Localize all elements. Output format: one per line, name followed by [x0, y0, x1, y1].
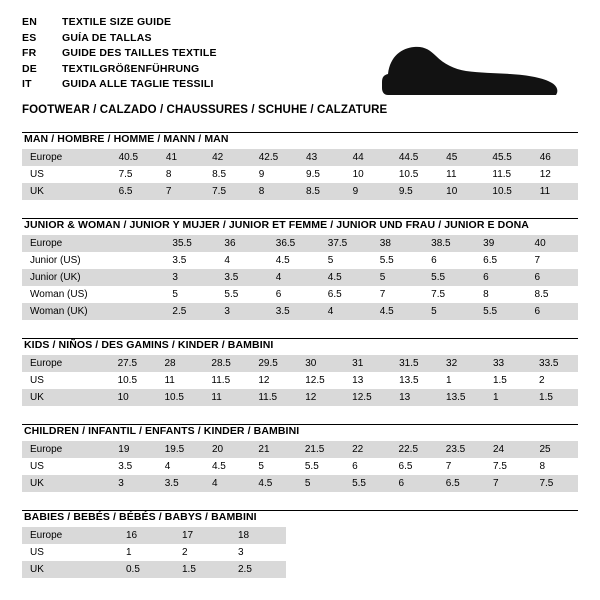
size-cell: 7: [438, 458, 485, 475]
row-label: Europe: [22, 149, 111, 166]
size-cell: 8: [475, 286, 526, 303]
table-row: [22, 475, 578, 492]
language-title-rows: [22, 16, 217, 94]
row-label: UK: [22, 183, 111, 200]
row-label: Europe: [22, 235, 115, 252]
size-cell: 4.5: [320, 269, 372, 286]
size-cell: 1: [485, 389, 531, 406]
size-cell: 2: [174, 544, 230, 561]
language-code: IT: [22, 78, 32, 90]
size-cell: 28.5: [203, 355, 250, 372]
size-cell: 33.5: [531, 355, 578, 372]
size-cell: 1.5: [174, 561, 230, 578]
language-code: EN: [22, 16, 37, 28]
table-row: [22, 389, 578, 406]
size-cell: [115, 252, 165, 269]
size-cell: 10: [438, 183, 484, 200]
size-table: [22, 149, 578, 200]
size-cell: 1.5: [485, 372, 531, 389]
row-label: US: [22, 544, 118, 561]
group-title: MAN / HOMBRE / HOMME / MANN / MAN: [24, 133, 229, 145]
size-cell: [115, 235, 165, 252]
size-cell: 9: [251, 166, 298, 183]
size-cell: 7.5: [485, 458, 531, 475]
size-cell: 6: [527, 303, 578, 320]
language-row: [22, 32, 217, 48]
size-cell: 3.5: [164, 252, 216, 269]
size-table: [22, 355, 578, 406]
size-cell: 6: [268, 286, 320, 303]
size-cell: 2: [531, 372, 578, 389]
row-label: Europe: [22, 527, 118, 544]
size-cell: 19: [110, 441, 156, 458]
size-cell: 5: [250, 458, 296, 475]
header: [22, 16, 578, 114]
language-code: ES: [22, 31, 37, 44]
group-title: BABIES / BEBÉS / BÉBÉS / BABYS / BAMBINI: [24, 511, 257, 523]
size-cell: 5.5: [423, 269, 475, 286]
size-group: [22, 218, 578, 320]
size-cell: 4.5: [268, 252, 320, 269]
size-cell: 7: [158, 183, 204, 200]
size-cell: 46: [532, 149, 578, 166]
group-title: KIDS / NIÑOS / DES GAMINS / KINDER / BAMBINI: [24, 339, 274, 351]
size-cell: 10.5: [110, 372, 157, 389]
size-cell: 11: [203, 389, 250, 406]
language-code: DE: [22, 62, 37, 75]
size-cell: 16: [118, 527, 174, 544]
size-cell: 13.5: [391, 372, 438, 389]
table-row: [22, 303, 578, 320]
row-label: UK: [22, 561, 118, 578]
size-cell: 40.5: [111, 149, 158, 166]
size-cell: 8.5: [204, 166, 251, 183]
language-row: [22, 16, 217, 32]
spacer-cell: [286, 544, 578, 561]
size-cell: 8.5: [527, 286, 578, 303]
size-cell: 32: [438, 355, 485, 372]
size-cell: 22.5: [391, 441, 438, 458]
table-row: [22, 527, 578, 544]
size-cell: 20: [204, 441, 250, 458]
size-cell: 38.5: [423, 235, 475, 252]
row-label: UK: [22, 389, 110, 406]
size-cell: 45.5: [484, 149, 531, 166]
size-cell: 7.5: [204, 183, 251, 200]
size-cell: 4: [320, 303, 372, 320]
language-title: GUIDE DES TAILLES TEXTILE: [62, 47, 217, 59]
row-label: US: [22, 166, 111, 183]
size-cell: 7.5: [531, 475, 578, 492]
size-cell: 11: [156, 372, 203, 389]
size-cell: 4.5: [250, 475, 296, 492]
size-cell: 4: [157, 458, 204, 475]
language-row: [22, 78, 217, 94]
table-row: [22, 269, 578, 286]
size-cell: 5: [372, 269, 423, 286]
size-cell: 5.5: [297, 458, 344, 475]
size-cell: 13.5: [438, 389, 485, 406]
size-cell: 29.5: [250, 355, 297, 372]
size-table: [22, 441, 578, 492]
size-cell: 1: [438, 372, 485, 389]
spacer-cell: [286, 527, 578, 544]
row-label: Woman (UK): [22, 303, 115, 320]
size-cell: 4: [216, 252, 267, 269]
size-cell: 2.5: [230, 561, 286, 578]
size-group: [22, 338, 578, 406]
size-cell: 1.5: [531, 389, 578, 406]
table-row: [22, 235, 578, 252]
size-cell: 7.5: [423, 286, 475, 303]
size-cell: 3.5: [110, 458, 156, 475]
size-cell: [115, 286, 165, 303]
row-label: Junior (UK): [22, 269, 115, 286]
size-cell: 3.5: [268, 303, 320, 320]
size-cell: 5: [297, 475, 344, 492]
table-row: [22, 149, 578, 166]
size-cell: 6.5: [111, 183, 158, 200]
size-cell: 12.5: [297, 372, 344, 389]
size-cell: 22: [344, 441, 390, 458]
size-cell: 18: [230, 527, 286, 544]
size-cell: 25: [531, 441, 578, 458]
size-cell: 7: [372, 286, 423, 303]
size-cell: 9.5: [298, 166, 345, 183]
size-groups: [22, 132, 578, 578]
size-cell: 30: [297, 355, 344, 372]
size-cell: 6.5: [475, 252, 526, 269]
size-table: [22, 527, 578, 578]
size-cell: 36: [216, 235, 267, 252]
size-cell: 7: [527, 252, 578, 269]
size-cell: 6: [475, 269, 526, 286]
size-cell: 24: [485, 441, 531, 458]
size-cell: 44.5: [391, 149, 438, 166]
size-cell: 17: [174, 527, 230, 544]
language-row: [22, 63, 217, 79]
row-label: UK: [22, 475, 110, 492]
size-cell: 5.5: [216, 286, 267, 303]
size-cell: 8: [251, 183, 298, 200]
size-cell: 10.5: [391, 166, 438, 183]
table-row: [22, 183, 578, 200]
size-cell: 11: [532, 183, 578, 200]
size-cell: 5: [164, 286, 216, 303]
size-cell: 11.5: [203, 372, 250, 389]
size-cell: 0.5: [118, 561, 174, 578]
size-cell: 7.5: [111, 166, 158, 183]
size-cell: 9: [345, 183, 391, 200]
size-cell: 13: [344, 372, 391, 389]
row-label: Europe: [22, 355, 110, 372]
size-cell: 3: [164, 269, 216, 286]
table-row: [22, 458, 578, 475]
language-title: TEXTILE SIZE GUIDE: [62, 16, 172, 28]
size-cell: 43: [298, 149, 345, 166]
size-cell: 5.5: [475, 303, 526, 320]
size-cell: 4: [268, 269, 320, 286]
size-cell: 42.5: [251, 149, 298, 166]
row-label: US: [22, 458, 110, 475]
size-cell: 27.5: [110, 355, 157, 372]
table-row: [22, 561, 578, 578]
size-cell: 31.5: [391, 355, 438, 372]
size-cell: 4.5: [204, 458, 250, 475]
size-cell: 3.5: [216, 269, 267, 286]
language-title: GUIDA ALLE TAGLIE TESSILI: [62, 78, 214, 90]
size-cell: 5.5: [344, 475, 390, 492]
size-cell: 10: [345, 166, 391, 183]
size-cell: 42: [204, 149, 251, 166]
size-cell: 8.5: [298, 183, 345, 200]
size-cell: 45: [438, 149, 484, 166]
size-cell: 21: [250, 441, 296, 458]
size-cell: 13: [391, 389, 438, 406]
size-cell: 33: [485, 355, 531, 372]
footwear-section-title: FOOTWEAR / CALZADO / CHAUSSURES / SCHUHE / CALZATURE: [22, 103, 388, 116]
size-cell: 2.5: [164, 303, 216, 320]
size-cell: 21.5: [297, 441, 344, 458]
size-group: [22, 132, 578, 200]
size-cell: 4.5: [372, 303, 423, 320]
group-title: CHILDREN / INFANTIL / ENFANTS / KINDER / BAMBINI: [24, 425, 300, 437]
size-cell: 3: [230, 544, 286, 561]
size-cell: 6: [527, 269, 578, 286]
size-cell: 10.5: [484, 183, 531, 200]
size-cell: [115, 303, 165, 320]
size-cell: 10: [110, 389, 157, 406]
spacer-cell: [286, 561, 578, 578]
size-cell: 5.5: [372, 252, 423, 269]
size-cell: 35.5: [164, 235, 216, 252]
size-cell: 1: [118, 544, 174, 561]
size-group: [22, 510, 578, 578]
row-label: Europe: [22, 441, 110, 458]
size-cell: 44: [345, 149, 391, 166]
table-row: [22, 372, 578, 389]
size-cell: 11.5: [250, 389, 297, 406]
table-row: [22, 441, 578, 458]
row-label: US: [22, 372, 110, 389]
size-cell: 3: [216, 303, 267, 320]
size-cell: 6: [423, 252, 475, 269]
group-title: JUNIOR & WOMAN / JUNIOR Y MUJER / JUNIOR ET FEMME / JUNIOR UND FRAU / JUNIOR E DONA: [24, 219, 529, 231]
size-cell: 4: [204, 475, 250, 492]
size-cell: 10.5: [156, 389, 203, 406]
size-cell: 5: [423, 303, 475, 320]
size-cell: 3.5: [157, 475, 204, 492]
size-cell: 12: [297, 389, 344, 406]
size-cell: 37.5: [320, 235, 372, 252]
language-title: GUÍA DE TALLAS: [62, 31, 152, 44]
size-group: [22, 424, 578, 492]
size-cell: 12: [532, 166, 578, 183]
table-row: [22, 166, 578, 183]
size-cell: 12: [250, 372, 297, 389]
size-cell: 8: [531, 458, 578, 475]
size-cell: 6.5: [320, 286, 372, 303]
size-cell: 11.5: [484, 166, 531, 183]
size-cell: 6.5: [438, 475, 485, 492]
size-cell: 6: [344, 458, 390, 475]
size-cell: 38: [372, 235, 423, 252]
row-label: Woman (US): [22, 286, 115, 303]
size-cell: 8: [158, 166, 204, 183]
table-row: [22, 355, 578, 372]
size-cell: 11: [438, 166, 484, 183]
size-cell: 36.5: [268, 235, 320, 252]
table-row: [22, 544, 578, 561]
language-code: FR: [22, 47, 37, 59]
size-cell: 39: [475, 235, 526, 252]
size-cell: 6.5: [391, 458, 438, 475]
size-cell: 23.5: [438, 441, 485, 458]
size-table: [22, 235, 578, 320]
size-cell: 3: [110, 475, 156, 492]
language-row: [22, 47, 217, 63]
size-cell: 12.5: [344, 389, 391, 406]
size-cell: 9.5: [391, 183, 438, 200]
size-cell: 40: [527, 235, 578, 252]
size-cell: 31: [344, 355, 391, 372]
language-title-list: [22, 16, 217, 94]
table-row: [22, 286, 578, 303]
size-cell: [115, 269, 165, 286]
language-title: TEXTILGRÖßENFÜHRUNG: [62, 62, 200, 75]
size-cell: 28: [156, 355, 203, 372]
size-cell: 41: [158, 149, 204, 166]
size-cell: 6: [391, 475, 438, 492]
size-cell: 7: [485, 475, 531, 492]
table-row: [22, 252, 578, 269]
size-cell: 19.5: [157, 441, 204, 458]
row-label: Junior (US): [22, 252, 115, 269]
dress-shoe-icon: [380, 40, 560, 102]
size-cell: 5: [320, 252, 372, 269]
